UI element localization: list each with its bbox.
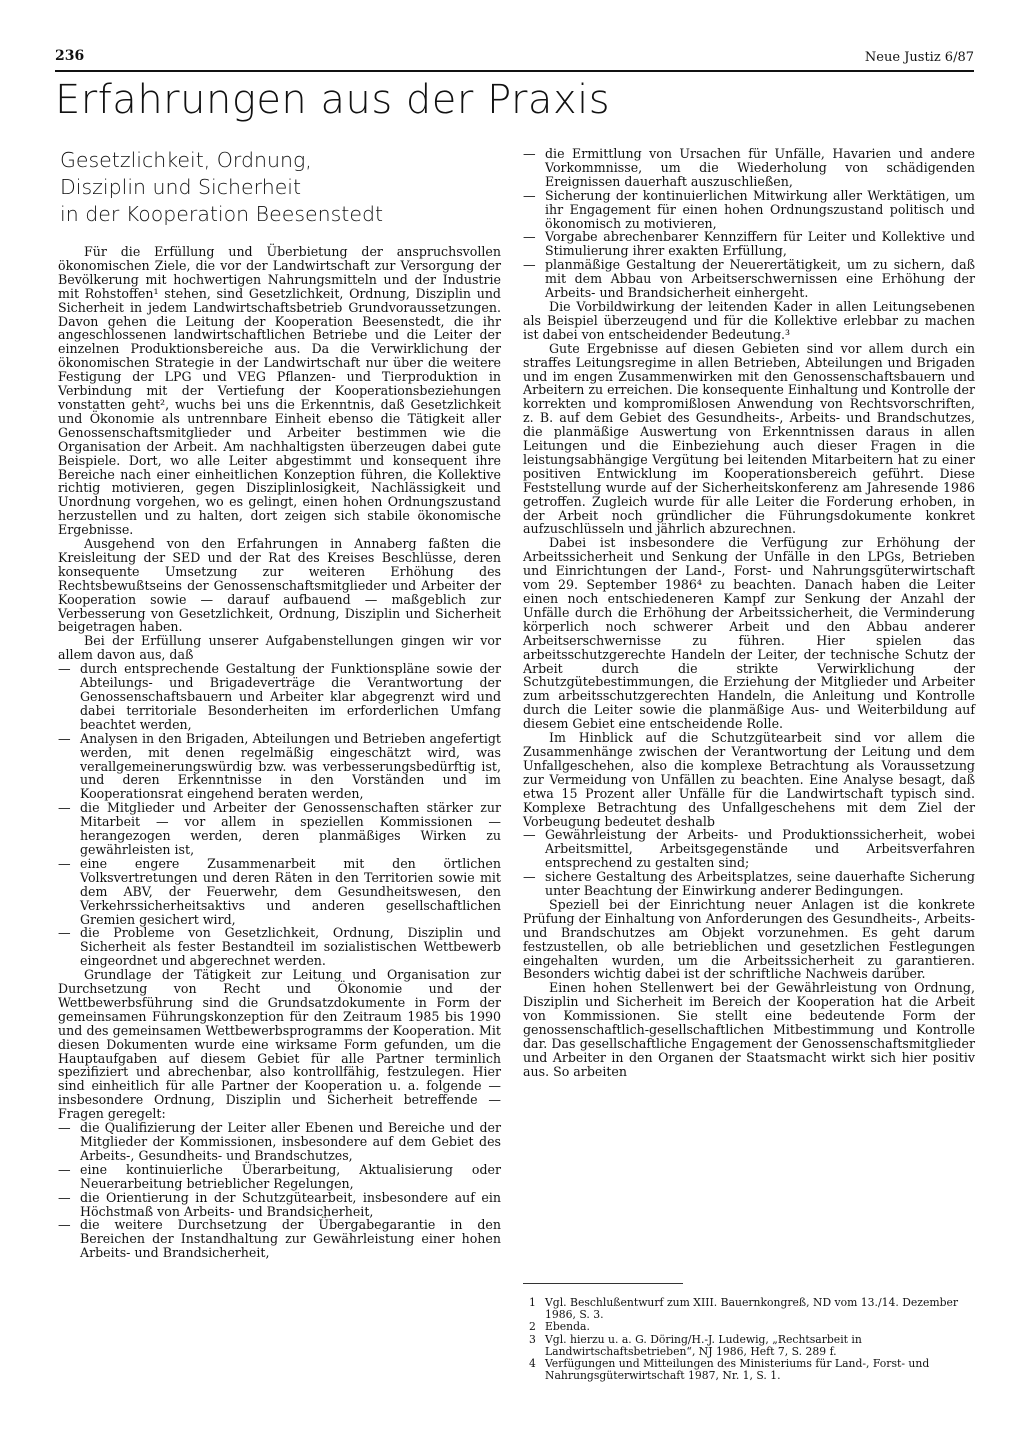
- section-title: Erfahrungen aus der Praxis: [55, 77, 611, 123]
- paragraph: Ausgehend von den Erfahrungen in Annaberg faßten die Kreisleitung der SED und der Rat des Kreises Beschlüsse, deren konsequente Umsetzung zur weiteren Erhöhung des Rechtsbewußtseins der Genossenschaftsmitglieder und Arbeiter der Kooperation sowie — darauf aufbauend — maßgeblich zur Verbesserung von Gesetzlichkeit, Ordnung, Disziplin und Sicherheit beigetragen haben.: [58, 536, 501, 635]
- paragraph: Grundlage der Tätigkeit zur Leitung und Organisation zur Durchsetzung von Recht und Ökonomie und der Wettbewerbsführung sind die Grundsatzdokumente in Form der gemeinsamen Führungskonzeption für den Zeitraum 1985 bis 1990 und des gemeinsamen Wettbewerbsprogramms der Kooperation. Mit diesen Dokumenten wurde eine wirksame Form gefunden, um die Hauptaufgaben auf diesem Gebiet für alle Partner terminlich spezifiziert und abrechenbar, also kontrollfähig, festzulegen. Hier sind einheitlich für alle Partner der Kooperation u. a. folgende — insbesondere Ordnung, Disziplin und Sicherheit betreffende — Fragen geregelt:: [58, 967, 501, 1122]
- footnote: [523, 1358, 975, 1382]
- paragraph: Speziell bei der Einrichtung neuer Anlagen ist die konkrete Prüfung der Einhaltung von Anforderungen des Gesundheits-, Arbeits- und Brandschutzes am Objekt vorzunehmen. Es geht darum festzustellen, ob alle betrieblichen und gesetzlichen Festlegungen eingehalten wurden, um die Arbeitssicherheit zu garantieren. Besonders wichtig dabei ist der schriftliche Nachweis darüber.: [523, 896, 975, 982]
- list-item: — durch entsprechende Gestaltung der Funktionspläne sowie der Abteilungs- und Brigadeverträge die Verantwortung der Genossenschaftsbauern und Arbeiter klar abgegrenzt wird und dabei territoriale Besonderheiten im erforderlichen Umfang beachtet werden,: [58, 662, 501, 732]
- footnote-text: Verfügungen und Mitteilungen des Ministeriums für Land-, Forst- und Nahrungsgüterwirtschaft 1987, Nr. 1, S. 1.: [545, 1357, 930, 1383]
- footnote-text: Vgl. Beschlußentwurf zum XIII. Bauernkongreß, ND vom 13./14. Dezember 1986, S. 3.: [545, 1296, 959, 1322]
- footnote-number: 4: [529, 1357, 536, 1371]
- footnotes: [523, 1297, 975, 1382]
- paragraph: Die Vorbildwirkung der leitenden Kader in allen Leitungsebenen als Beispiel überzeugend und für die Kollektive erlebbar zu machen ist dabei von entscheidender Bedeutung.³: [523, 298, 975, 342]
- page-number: 236: [55, 48, 85, 64]
- footnote: [523, 1297, 975, 1321]
- article-title-line: Disziplin und Sicherheit: [60, 175, 302, 199]
- list-item: — die Ermittlung von Ursachen für Unfälle, Havarien und andere Vorkommnisse, um die Wiederholung von schädigenden Ereignissen dauerhaft auszuschließen,: [523, 147, 975, 189]
- list-item: — eine engere Zusammenarbeit mit den örtlichen Volksvertretungen und deren Räten in den Territorien sowie mit dem ABV, der Feuerwehr, dem Gesundheitswesen, den Verkehrssicherheitsaktivs und anderen gesellschaftlichen Gremien gesichert wird,: [58, 857, 501, 927]
- right-column: [523, 147, 975, 1079]
- paragraph: Gute Ergebnisse auf diesen Gebieten sind vor allem durch ein straffes Leitungsregime in allen Betrieben, Abteilungen und Brigaden und im engen Zusammenwirken mit den Genossenschaftsbauern und Arbeitern zu erreichen. Die konsequente Einhaltung und Kontrolle der korrekten und kompromißlosen Anwendung von Rechtsvorschriften, z. B. auf dem Gebiet des Gesundheits-, Arbeits- und Brandschutzes, die planmäßige Auswertung von Erkenntnissen daraus in allen Leitungen und die Einbeziehung auch dieser Fragen in die leistungsabhängige Vergütung bei leitenden Mitarbeitern hat zu einer positiven Entwicklung im Kooperationsbereich geführt. Diese Feststellung wurde auf der Sicherheitskonferenz am Jahresende 1986 getroffen. Zugleich wurde für alle Leiter die Forderung erhoben, in der Arbeit noch gründlicher die Führungsdokumente konkret aufzuschlüsseln und jährlich abzurechnen.: [523, 340, 975, 537]
- list-item: — die Mitglieder und Arbeiter der Genossenschaften stärker zur Mitarbeit — vor allem in speziellen Kommissionen — herangezogen werden, deren planmäßiges Wirken zu gewährleisten ist,: [58, 801, 501, 857]
- left-column: [58, 147, 501, 1260]
- dash-list: [523, 828, 975, 898]
- article-title: [58, 147, 501, 228]
- list-item: — Gewährleistung der Arbeits- und Produktionssicherheit, wobei Arbeitsmittel, Arbeitsgegenstände und Arbeitsverfahren entsprechend zu gestalten sind;: [523, 828, 975, 870]
- list-item: — Vorgabe abrechenbarer Kennziffern für Leiter und Kollektive und Stimulierung ihrer exakten Erfüllung,: [523, 230, 975, 258]
- paragraph: Bei der Erfüllung unserer Aufgabenstellungen gingen wir vor allem davon aus, daß: [58, 633, 501, 663]
- footnote-number: 3: [529, 1332, 536, 1346]
- paragraph: Für die Erfüllung und Überbietung der anspruchsvollen ökonomischen Ziele, die vor der Landwirtschaft zur Versorgung der Bevölkerung mit hochwertigen Nahrungsmitteln und der Industrie mit Rohstoffen¹ stehen, sind Gesetzlichkeit, Ordnung, Disziplin und Sicherheit in jedem Landwirtschaftsbetrieb Grundvoraussetzungen. Davon gehen die Leitung der Kooperation Beesenstedt, die ihr angeschlossenen landwirtschaftlichen Betriebe und die Leiter der einzelnen Produktionsbereiche aus. Da die Verwirklichung der ökonomischen Strategie in der Landwirtschaft nur über die weitere Festigung der LPG und VEG Pflanzen- und Tierproduktion in Verbindung mit der Vertiefung der Kooperationsbeziehungen vonstatten geht², wuchs bei uns die Erkenntnis, daß Gesetzlichkeit und Ökonomie als untrennbare Einheit ebenso die Tätigkeit aller Genossenschaftsmitglieder und Arbeiter bestimmen wie die Organisation der Arbeit. Am nachhaltigsten überzeugen dabei gute Beispiele. Dort, wo alle Leiter abgestimmt und konsequent ihre Bereiche nach einer einheitlichen Konzeption führen, die Kollektive richtig motivieren, gegen Disziplinlosigkeit, Nachlässigkeit und Unordnung vorgehen, wo es gelingt, einen hohen Ordnungszustand herzustellen und zu halten, dort zeigen sich stabile ökonomische Ergebnisse.: [58, 244, 501, 538]
- article-title-line: Gesetzlichkeit, Ordnung,: [60, 148, 312, 172]
- footnote-number: 1: [529, 1296, 536, 1309]
- footnote: [523, 1334, 975, 1358]
- paragraph: Einen hohen Stellenwert bei der Gewährleistung von Ordnung, Disziplin und Sicherheit im Bereich der Kooperation hat die Arbeit von Kommissionen. Sie stellt eine bedeutende Form der genossenschaftlich-gesellschaftlichen Mitbestimmung und Kontrolle dar. Das gesellschaftliche Engagement der Genossenschaftsmitglieder und Arbeiter in den Organen der Staatsmacht wirkt sich hier positiv aus. So arbeiten: [523, 980, 975, 1079]
- paragraph: Dabei ist insbesondere die Verfügung zur Erhöhung der Arbeitssicherheit und Senkung der Unfälle in den LPGs, Betrieben und Einrichtungen der Land-, Forst- und Nahrungsgüterwirtschaft vom 29. September 1986⁴ zu beachten. Danach haben die Leiter einen noch entschiedeneren Kampf zur Senkung der Anzahl der Unfälle durch die Erhöhung der Arbeitssicherheit, die Verminderung körperlich noch schwerer Arbeit und den Abbau anderer Arbeitserschwernisse zu führen. Hier spielen das arbeitsschutzgerechte Handeln der Leiter, der technische Schutz der Arbeit durch die strikte Verwirklichung der Schutzgütebestimmungen, die Erziehung der Mitglieder und Arbeiter zum arbeitsschutzgerechten Handeln, die Anleitung und Kontrolle durch die Leiter sowie die planmäßige Aus- und Weiterbildung auf diesem Gebiet eine entscheidende Rolle.: [523, 535, 975, 732]
- list-item: — eine kontinuierliche Überarbeitung, Aktualisierung oder Neuerarbeitung betrieblicher Regelungen,: [58, 1163, 501, 1191]
- list-item: — sichere Gestaltung des Arbeitsplatzes, seine dauerhafte Sicherung unter Beachtung der Einwirkung anderer Bedingungen.: [523, 870, 975, 898]
- footnote-text: Vgl. hierzu u. a. G. Döring/H.-J. Ludewig, „Rechtsarbeit in Landwirtschaftsbetrieben“, NJ 1986, Heft 7, S. 289 f.: [545, 1332, 862, 1358]
- list-item: — die Qualifizierung der Leiter aller Ebenen und Bereiche und der Mitglieder der Kommissionen, insbesondere auf dem Gebiet des Arbeits-, Gesundheits- und Brandschutzes,: [58, 1121, 501, 1163]
- footnote-text: Ebenda.: [545, 1320, 590, 1334]
- paragraph: Im Hinblick auf die Schutzgütearbeit sind vor allem die Zusammenhänge zwischen der Verantwortung der Leitung und dem Unfallgeschehen, also die komplexe Betrachtung als Voraussetzung zur Vermeidung von Unfällen zu beachten. Eine Analyse besagt, daß etwa 15 Prozent aller Unfälle für die Landwirtschaft typisch sind. Komplexe Betrachtung des Unfallgeschehens mit dem Ziel der Vorbeugung bedeutet deshalb: [523, 730, 975, 829]
- dash-list: [523, 147, 975, 300]
- header-rule: [55, 70, 974, 72]
- dash-list: [58, 1121, 501, 1260]
- dash-list: [58, 662, 501, 968]
- list-item: — planmäßige Gestaltung der Neuerertätigkeit, um zu sichern, daß mit dem Abbau von Arbeitserschwernissen eine Erhöhung der Arbeits- und Brandsicherheit einhergeht.: [523, 258, 975, 300]
- list-item: — Analysen in den Brigaden, Abteilungen und Betrieben angefertigt werden, mit denen regelmäßig eingeschätzt wird, was verallgemeinerungswürdig bzw. was verbesserungsbedürftig ist, und deren Erkenntnisse in den Vorständen und im Kooperationsrat eingehend beraten werden,: [58, 732, 501, 802]
- list-item: — Sicherung der kontinuierlichen Mitwirkung aller Werktätigen, um ihr Engagement für einen hohen Ordnungszustand politisch und ökonomisch zu motivieren,: [523, 189, 975, 231]
- list-item: — die weitere Durchsetzung der Übergabegarantie in den Bereichen der Instandhaltung zur Gewährleistung einer hohen Arbeits- und Brandsicherheit,: [58, 1218, 501, 1260]
- list-item: — die Orientierung in der Schutzgütearbeit, insbesondere auf ein Höchstmaß von Arbeits- und Brandsicherheit,: [58, 1191, 501, 1219]
- article-title-line: in der Kooperation Beesenstedt: [60, 202, 383, 226]
- journal-issue: Neue Justiz 6/87: [864, 50, 974, 65]
- footnote-number: 2: [529, 1320, 536, 1334]
- footnote-rule: [523, 1283, 683, 1284]
- list-item: — die Probleme von Gesetzlichkeit, Ordnung, Disziplin und Sicherheit als fester Bestandteil im sozialistischen Wettbewerb eingeordnet und abgerechnet werden.: [58, 926, 501, 968]
